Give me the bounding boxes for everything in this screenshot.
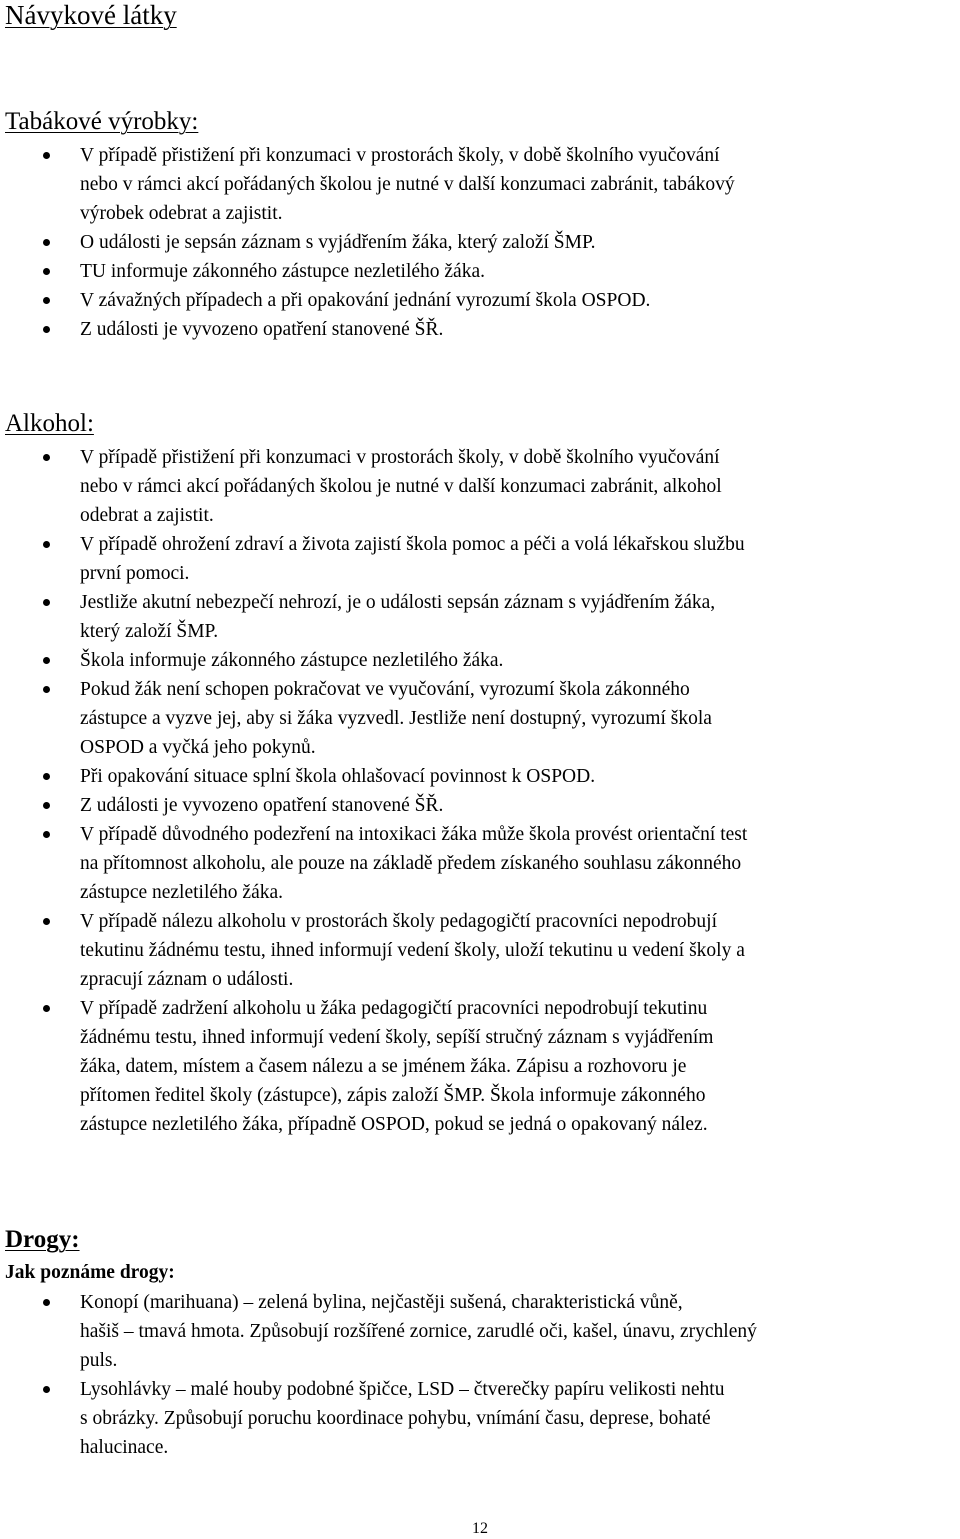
alcohol-heading: Alkohol: (5, 410, 94, 437)
bullet-icon (43, 152, 50, 159)
list-item-line: puls. (80, 1350, 118, 1371)
page-number: 12 (472, 1520, 488, 1537)
list-item-line: V závažných případech a při opakování jednání vyrozumí škola OSPOD. (80, 290, 651, 311)
bullet-icon (43, 1299, 50, 1306)
list-item-line: s obrázky. Způsobují poruchu koordinace pohybu, vnímání času, deprese, bohaté (80, 1408, 711, 1429)
bullet-icon (43, 541, 50, 548)
list-item-line: nebo v rámci akcí pořádaných školou je nutné v další konzumaci zabránit, alkohol (80, 476, 722, 497)
list-item-line: Pokud žák není schopen pokračovat ve vyučování, vyrozumí škola zákonného (80, 679, 690, 700)
list-item-line: žádnému testu, ihned informují vedení školy, sepíší stručný záznam s vyjádřením (80, 1027, 714, 1048)
list-item-line: zástupce nezletilého žáka, případně OSPOD, pokud se jedná o opakovaný nález. (80, 1114, 708, 1135)
list-item-line: na přítomnost alkoholu, ale pouze na základě předem získaného souhlasu zákonného (80, 853, 742, 874)
list-item (0, 257, 958, 286)
list-item (0, 820, 958, 907)
list-item-line: odebrat a zajistit. (80, 505, 214, 526)
list-item-line: přítomen ředitel školy (zástupce), zápis založí ŠMP. Škola informuje zákonného (80, 1085, 706, 1106)
bullet-icon (43, 831, 50, 838)
list-item-line: Při opakování situace splní škola ohlašovací povinnost k OSPOD. (80, 766, 596, 787)
list-item-line: V případě zadržení alkoholu u žáka pedagogičtí pracovníci nepodrobují tekutinu (80, 998, 708, 1019)
bullet-icon (43, 599, 50, 606)
bullet-icon (43, 454, 50, 461)
bullet-icon (43, 268, 50, 275)
list-item-line: Jestliže akutní nebezpečí nehrozí, je o události sepsán záznam s vyjádřením žáka, (80, 592, 716, 613)
bullet-icon (43, 1386, 50, 1393)
list-item-line: Lysohlávky – malé houby podobné špičce, LSD – čtverečky papíru velikosti nehtu (80, 1379, 725, 1400)
bullet-icon (43, 918, 50, 925)
list-item-line: Z události je vyvozeno opatření stanovené ŠŘ. (80, 319, 444, 340)
list-item-line: V případě přistižení při konzumaci v prostorách školy, v době školního vyučování (80, 447, 720, 468)
list-item (0, 141, 958, 228)
list-item-line: Konopí (marihuana) – zelená bylina, nejčastěji sušená, charakteristická vůně, (80, 1292, 683, 1313)
page-title: Návykové látky (5, 0, 177, 30)
list-item-line: Z události je vyvozeno opatření stanovené ŠŘ. (80, 795, 444, 816)
list-item-line: zástupce a vyzve jej, aby si žáka vyzvedl. Jestliže není dostupný, vyrozumí škola (80, 708, 712, 729)
list-item-line: nebo v rámci akcí pořádaných školou je nutné v další konzumaci zabránit, tabákový (80, 174, 735, 195)
drugs-heading: Drogy: (5, 1226, 80, 1253)
list-item (0, 443, 958, 530)
drugs-subheading: Jak poznáme drogy: (5, 1262, 175, 1283)
list-item-line: tekutinu žádnému testu, ihned informují vedení školy, uloží tekutinu u vedení školy a (80, 940, 745, 961)
list-item (0, 588, 958, 646)
list-item (0, 791, 958, 820)
tobacco-heading: Tabákové výrobky: (5, 108, 199, 135)
tobacco-list (0, 141, 958, 344)
list-item (0, 762, 958, 791)
list-item-line: V případě ohrožení zdraví a života zajistí škola pomoc a péči a volá lékařskou službu (80, 534, 745, 555)
bullet-icon (43, 1005, 50, 1012)
list-item-line: zpracují záznam o události. (80, 969, 294, 990)
list-item (0, 646, 958, 675)
list-item-line: TU informuje zákonného zástupce nezletilého žáka. (80, 261, 485, 282)
list-item-line: výrobek odebrat a zajistit. (80, 203, 283, 224)
bullet-icon (43, 802, 50, 809)
list-item-line: V případě důvodného podezření na intoxikaci žáka může škola provést orientační test (80, 824, 748, 845)
list-item (0, 530, 958, 588)
list-item (0, 228, 958, 257)
list-item-line: hašiš – tmavá hmota. Způsobují rozšířené zornice, zarudlé oči, kašel, únavu, zrychlený (80, 1321, 757, 1342)
list-item-line: V případě přistižení při konzumaci v prostorách školy, v době školního vyučování (80, 145, 720, 166)
bullet-icon (43, 239, 50, 246)
drugs-list (0, 1288, 958, 1462)
bullet-icon (43, 297, 50, 304)
list-item-line: který založí ŠMP. (80, 621, 219, 642)
list-item (0, 1375, 958, 1462)
alcohol-list (0, 443, 958, 1139)
bullet-icon (43, 773, 50, 780)
list-item-line: V případě nálezu alkoholu v prostorách školy pedagogičtí pracovníci nepodrobují (80, 911, 718, 932)
list-item-line: zástupce nezletilého žáka. (80, 882, 284, 903)
list-item-line: OSPOD a vyčká jeho pokynů. (80, 737, 316, 758)
list-item (0, 675, 958, 762)
list-item-line: O události je sepsán záznam s vyjádřením žáka, který založí ŠMP. (80, 232, 596, 253)
list-item-line: Škola informuje zákonného zástupce nezletilého žáka. (80, 650, 504, 671)
list-item (0, 994, 958, 1139)
bullet-icon (43, 657, 50, 664)
list-item-line: první pomoci. (80, 563, 190, 584)
list-item (0, 907, 958, 994)
list-item (0, 1288, 958, 1375)
list-item-line: halucinace. (80, 1437, 169, 1458)
bullet-icon (43, 326, 50, 333)
bullet-icon (43, 686, 50, 693)
list-item (0, 286, 958, 315)
list-item-line: žáka, datem, místem a časem nálezu a se jménem žáka. Zápisu a rozhovoru je (80, 1056, 687, 1077)
list-item (0, 315, 958, 344)
